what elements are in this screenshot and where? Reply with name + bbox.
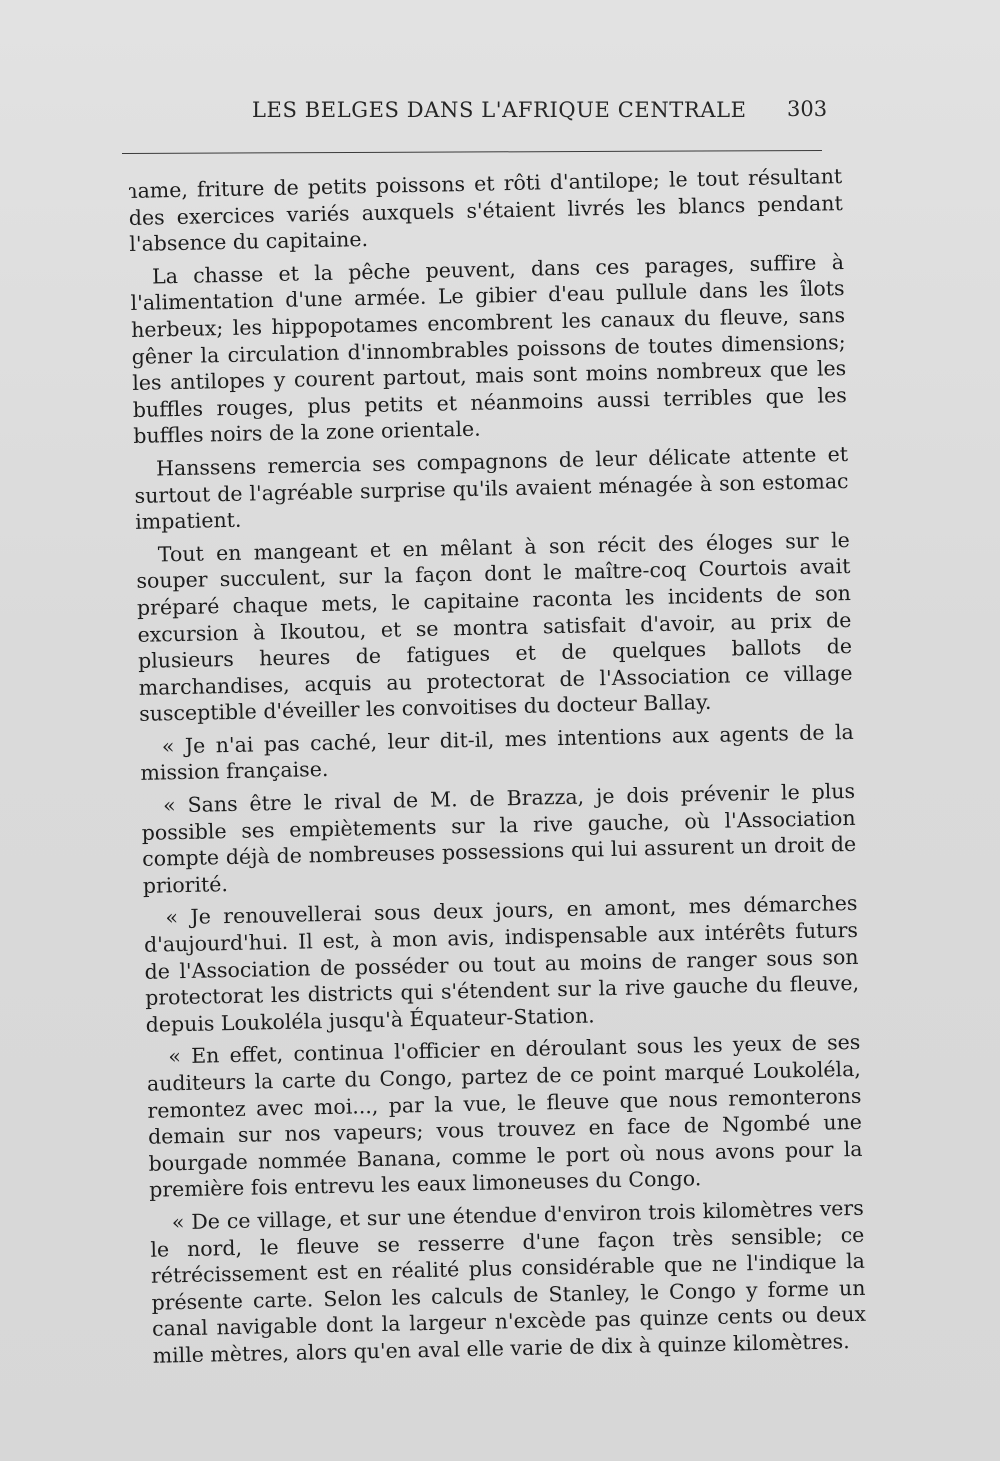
paragraph: Hanssens remercia ses compagnons de leur délicate attente et surtout de l'agréable surprise qu'ils avaient ménagée à son estomac impatient. bbox=[134, 441, 849, 535]
paragraph-continued: ɿame, friture de petits poissons et rôti d'antilope; le tout résultant des exercices variés auxquels s'étaient livrés les blancs pendant l'absence du capitaine. bbox=[128, 164, 843, 257]
paragraph: « Sans être le rival de M. de Brazza, je dois prévenir le plus possible ses empiètements sur la rive gauche, où l'Association compte déjà de nombreuses possessions qui lui assurent un droit de priorité. bbox=[141, 778, 857, 898]
paragraph: « De ce village, et sur une étendue d'environ trois kilomètres vers le nord, le fleuve se resserre d'une façon très sensible; ce rétrécissement est en réalité plus considérable que ne l'indique la présente carte. Selon les calculs de Stanley, le Congo y forme un canal navigable dont la largeur n'excède pas quinze cents ou deux mille mètres, alors qu'en aval elle varie de dix à quinze kilomètres. bbox=[150, 1195, 867, 1368]
paragraph: La chasse et la pêche peuvent, dans ces parages, suffire à l'alimentation d'une armée. Le gibier d'eau pullule dans les îlots herbeux; les hippopotames encombrent les canaux du fleuve, sans gêner la circulation d'innombrables poissons de toutes dimensions; les antilopes y courent partout, mais sont moins nombreux que les buffles rouges, plus petits et néanmoins aussi terribles que les buffles noirs de la zone orientale. bbox=[130, 249, 847, 449]
paragraph: « Je n'ai pas caché, leur dit-il, mes intentions aux agents de la mission française. bbox=[140, 719, 855, 786]
page-number: 303 bbox=[787, 97, 828, 121]
body-text bbox=[128, 163, 867, 1375]
paragraph: « Je renouvellerai sous deux jours, en amont, mes démarches d'aujourd'hui. Il est, à mon avis, indispensable aux intérêts futurs de l'Association de posséder ou tout au moins de ranger sous son protectorat les districts qui s'étendent sur la rive gauche du fleuve, depuis Loukoléla jusqu'à Équateur-Station. bbox=[143, 891, 860, 1037]
header-rule bbox=[122, 150, 822, 154]
paragraph: Tout en mangeant et en mêlant à son récit des éloges sur le souper succulent, sur la façon dont le maître-coq Courtois avait préparé chaque mets, le capitaine raconta les incidents de son excursion à Ikoutou, et se montra satisfait d'avoir, au prix de plusieurs heures de fatigues et de quelques ballots de marchandises, acquis au protectorat de l'Association ce village susceptible d'éveiller les convoitises du docteur Ballay. bbox=[136, 527, 853, 727]
paragraph: « En effet, continua l'officier en déroulant sous les yeux de ses auditeurs la carte du Congo, partez de ce point marqué Loukoléla, remontez avec moi..., par la vue, le fleuve que nous remonterons demain sur nos vapeurs; vous trouvez en face de Ngombé une bourgade nommée Banana, comme le port où nous avons pour la première fois entrevu les eaux limoneuses du Congo. bbox=[146, 1030, 863, 1203]
running-header-title: LES BELGES DANS L'AFRIQUE CENTRALE bbox=[252, 98, 747, 122]
